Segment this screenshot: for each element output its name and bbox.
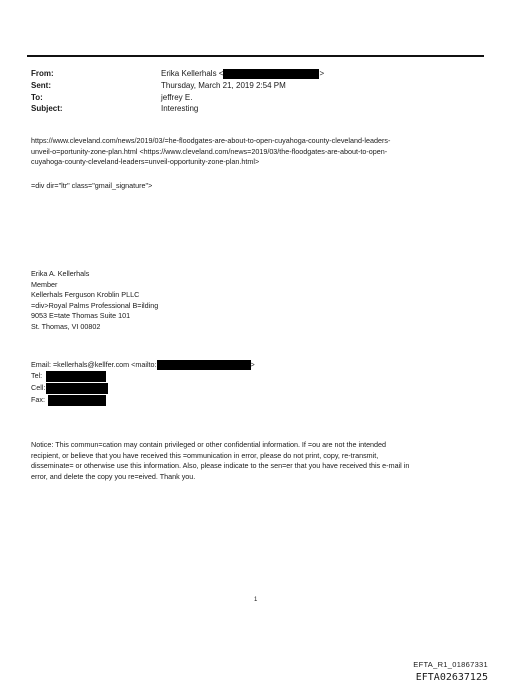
email-suffix: > xyxy=(250,360,255,369)
link-line[interactable]: cuyahoga-county-cleveland-leaders=unveil-opportunity-zone-plan.html> xyxy=(31,157,260,167)
email-row xyxy=(31,360,486,371)
signature-street: 9053 E=tate Thomas Suite 101 xyxy=(31,311,131,321)
contact-block xyxy=(31,360,486,407)
link-line[interactable]: unveil-o=portunity-zone-plan.html <https://www.cleveland.com/news=2019/03/the-floodgates-are-about-to-open- xyxy=(31,146,388,156)
tel-label: Tel: xyxy=(31,370,43,380)
redaction-box xyxy=(157,360,251,370)
header-rule xyxy=(27,55,484,57)
from-label: From: xyxy=(31,69,54,78)
div-line xyxy=(31,181,486,192)
bates-number-secondary: EFTA02637125 xyxy=(415,672,488,683)
sent-value: Thursday, March 21, 2019 2:54 PM xyxy=(161,81,286,90)
signature-building: =div>Royal Palms Professional B=ilding xyxy=(31,300,159,310)
from-suffix: > xyxy=(319,69,325,78)
to-label: To: xyxy=(31,93,43,102)
tel-row xyxy=(31,371,486,383)
signature-title: Member xyxy=(31,279,58,289)
fax-row xyxy=(31,395,486,407)
fax-label: Fax: xyxy=(31,394,45,404)
redaction-box xyxy=(46,371,106,382)
notice-line: error, and delete the copy you re=eived. Thank you. xyxy=(31,471,196,481)
subject-label: Subject: xyxy=(31,104,63,113)
bates-number-primary: EFTA_R1_01867331 xyxy=(413,660,488,669)
redaction-box xyxy=(48,395,106,406)
subject-value: Interesting xyxy=(161,104,199,113)
notice-line: Notice: This commun=cation may contain privileged or other confidential information. If =ou are not the intended xyxy=(31,440,387,449)
to-value: jeffrey E. xyxy=(161,93,193,102)
link-paragraph xyxy=(31,136,486,168)
confidentiality-notice xyxy=(31,440,486,482)
from-value xyxy=(161,68,324,79)
email-prefix[interactable]: Email: =kellerhals@kellfer.com <mailto: xyxy=(31,360,157,369)
cell-label: Cell: xyxy=(31,382,46,392)
signature-block xyxy=(31,269,486,333)
signature-city: St. Thomas, VI 00802 xyxy=(31,321,101,331)
redaction-box xyxy=(46,383,108,394)
notice-line: disseminate= or otherwise use this information. Also, please indicate to the sen=er that you have received this e-mail in xyxy=(31,461,410,471)
redaction-box xyxy=(223,69,319,79)
div-line-text: =div dir="ltr" class="gmail_signature"> xyxy=(31,181,153,190)
link-line[interactable]: https://www.cleveland.com/news/2019/03/=he-floodgates-are-about-to-open-cuyahoga-county-cleveland-leaders- xyxy=(31,136,391,145)
from-name: Erika Kellerhals < xyxy=(161,69,224,78)
sent-label: Sent: xyxy=(31,81,51,90)
page-number: 1 xyxy=(254,597,258,603)
cell-row xyxy=(31,383,486,395)
signature-firm: Kellerhals Ferguson Kroblin PLLC xyxy=(31,290,140,300)
signature-name: Erika A. Kellerhals xyxy=(31,269,90,278)
notice-line: recipient, or believe that you have received this =ommunication in error, please do not print, copy, re-transmit, xyxy=(31,450,379,460)
